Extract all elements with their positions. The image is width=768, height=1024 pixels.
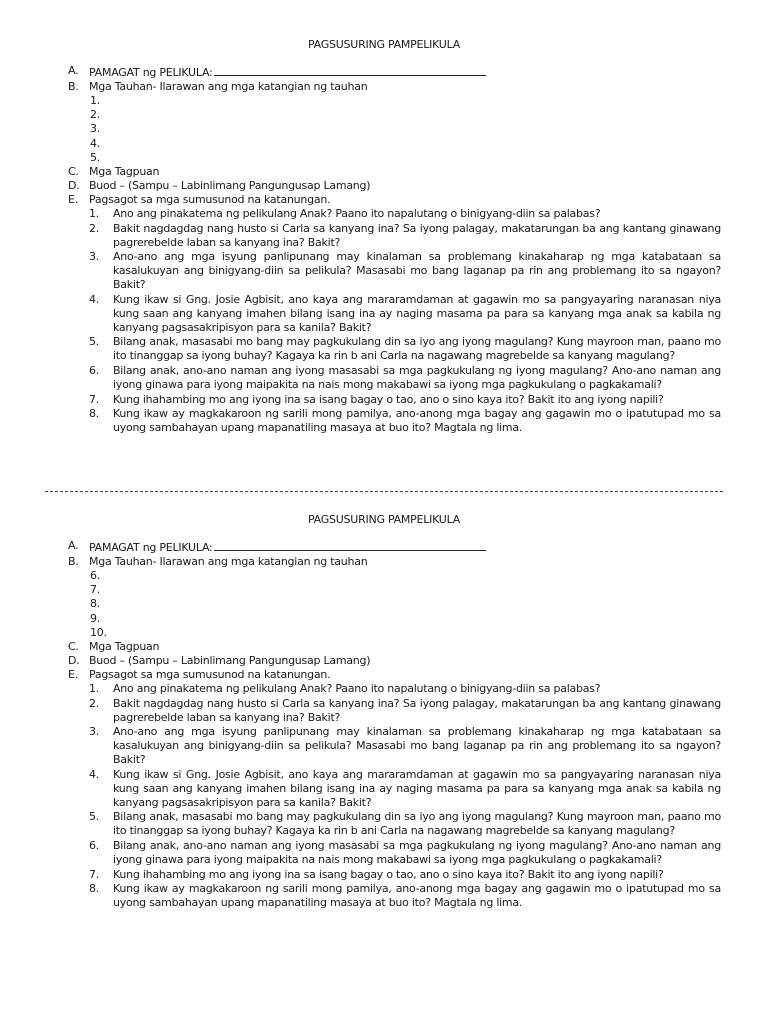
section-letter: B. <box>68 555 79 568</box>
question-item <box>89 250 721 292</box>
section-label: Pagsagot sa mga sumusunod na katanungan. <box>89 667 331 681</box>
question-item <box>89 221 721 250</box>
title-answer-line[interactable] <box>214 64 486 76</box>
question-number: 1. <box>89 206 99 220</box>
question-item <box>89 725 721 767</box>
question-text: Ano ang pinakatema ng pelikulang Anak? Paano ito napalutang o binigyang-diin sa palabas? <box>113 681 601 695</box>
character-item: 7. <box>90 583 100 597</box>
section-label: Mga Tagpuan <box>89 639 160 653</box>
character-item: 2. <box>90 108 100 122</box>
character-item: 4. <box>90 136 100 150</box>
question-text: Kung ihahambing mo ang iyong ina sa isang bagay o tao, ano o sino kaya ito? Bakit ito ang iyong napili? <box>113 867 664 881</box>
section-b <box>0 555 768 569</box>
question-item <box>89 867 721 882</box>
character-item: 10. <box>90 625 107 639</box>
question-item <box>89 696 721 725</box>
question-item <box>89 681 721 696</box>
question-item <box>89 292 721 335</box>
character-item: 3. <box>90 122 100 136</box>
question-text: Kung ikaw si Gng. Josie Agbisit, ano kaya ang mararamdaman at gagawin mo sa pangyayaring naranasan niya kung saan ang kanyang imahen bilang isang ina ay naging masama pa para sa kanyang mga anak sa kabila ng kanyang pagsasakripisyon para sa kanila? Bakit? <box>113 767 721 809</box>
section-label: Mga Tauhan- Ilarawan ang mga katangian ng tauhan <box>89 80 368 93</box>
question-item <box>89 206 721 221</box>
question-number: 7. <box>89 392 99 406</box>
question-text: Ano-ano ang mga isyung panlipunang may kinalaman sa problemang kinakaharap ng mga katabataan sa kasalukuyan ang binigyang-diin sa pelikula? Masasabi mo bang laganap pa rin ang problemang ito sa ngayon? Bakit? <box>113 250 721 292</box>
question-number: 5. <box>89 335 99 349</box>
question-number: 8. <box>89 407 99 421</box>
question-text: Ano-ano ang mga isyung panlipunang may kinalaman sa problemang kinakaharap ng mga katabataan sa kasalukuyan ang binigyang-diin sa pelikula? Masasabi mo bang laganap pa rin ang problemang ito sa ngayon? Bakit? <box>113 725 721 767</box>
question-text: Bakit nagdagdag nang husto si Carla sa kanyang ina? Sa iyong palagay, makatarungan ba ang kantang ginawang pagrerebelde laban sa kanyang ina? Bakit? <box>113 696 721 724</box>
worksheet-1 <box>0 38 768 435</box>
character-item: 8. <box>90 597 100 611</box>
section-letter: E. <box>68 192 78 206</box>
question-number: 4. <box>89 767 99 781</box>
question-number: 3. <box>89 725 99 739</box>
section-label: PAMAGAT ng PELIKULA: <box>89 66 213 79</box>
title-answer-line[interactable] <box>214 539 486 551</box>
section-label: PAMAGAT ng PELIKULA: <box>89 541 213 554</box>
question-number: 8. <box>89 882 99 896</box>
section-letter: C. <box>68 164 79 178</box>
section-letter: C. <box>68 639 79 653</box>
question-text: Ano ang pinakatema ng pelikulang Anak? Paano ito napalutang o binigyang-diin sa palabas? <box>113 206 601 220</box>
question-text: Kung ikaw ay magkakaroon ng sarili mong pamilya, ano-anong mga bagay ang gagawin mo o ipatutupad mo sa uyong sambahayan upang mapanatiling masaya at buo ito? Magtala ng lima. <box>113 882 721 910</box>
section-d <box>0 179 768 193</box>
question-text: Bilang anak, ano-ano naman ang iyong masasabi sa mga pagkukulang ng iyong magulang? Ano-ano naman ang iyong ginawa para iyong maipakita na nais mong makabawi sa iyong mga pagkukulang o pagkakamali? <box>113 363 721 391</box>
section-label: Buod – (Sampu – Labinlimang Pangungusap Lamang) <box>89 653 371 667</box>
section-letter: E. <box>68 667 78 681</box>
question-text: Bilang anak, ano-ano naman ang iyong masasabi sa mga pagkukulang ng iyong magulang? Ano-ano naman ang iyong ginawa para iyong maipakita na nais mong makabawi sa iyong mga pagkukulang o pagkakamali? <box>113 838 721 866</box>
question-item <box>89 335 721 363</box>
question-number: 1. <box>89 681 99 695</box>
section-label: Mga Tauhan- Ilarawan ang mga katangian ng tauhan <box>89 555 368 568</box>
question-item <box>89 810 721 838</box>
question-item <box>89 363 721 392</box>
section-letter: D. <box>68 178 80 192</box>
question-item <box>89 882 721 910</box>
question-text: Kung ikaw si Gng. Josie Agbisit, ano kaya ang mararamdaman at gagawin mo sa pangyayaring naranasan niya kung saan ang kanyang imahen bilang isang ina ay naging masama pa para sa kanyang mga anak sa kabila ng kanyang pagsasakripisyon para sa kanila? Bakit? <box>113 292 721 334</box>
section-letter: D. <box>68 653 80 667</box>
question-number: 6. <box>89 363 99 377</box>
section-letter: A. <box>68 539 79 552</box>
character-item: 1. <box>90 94 100 107</box>
worksheet-title: PAGSUSURING PAMPELIKULA <box>307 513 460 526</box>
question-text: Bilang anak, masasabi mo bang may pagkukulang din sa iyo ang iyong magulang? Kung mayroon man, paano mo ito tinanggap sa iyong buhay? Kagaya ka rin b ani Carla na nagawang magrebelde sa kanyang magulang? <box>113 810 721 838</box>
question-text: Kung ikaw ay magkakaroon ng sarili mong pamilya, ano-anong mga bagay ang gagawin mo o ipatutupad mo sa uyong sambahayan upang mapanatiling masaya at buo ito? Magtala ng lima. <box>113 407 721 435</box>
question-number: 3. <box>89 250 99 264</box>
section-label: Mga Tagpuan <box>89 164 160 178</box>
question-item <box>89 838 721 867</box>
section-e <box>0 193 768 207</box>
section-d <box>0 654 768 668</box>
section-letter: A. <box>68 64 79 77</box>
section-a <box>0 539 768 555</box>
question-number: 4. <box>89 292 99 306</box>
cut-line-divider <box>45 491 723 492</box>
question-item <box>89 392 721 407</box>
character-item: 9. <box>90 611 100 625</box>
question-number: 2. <box>89 221 99 235</box>
section-letter: B. <box>68 80 79 93</box>
character-item: 6. <box>90 569 100 582</box>
question-number: 7. <box>89 867 99 881</box>
section-label: Pagsagot sa mga sumusunod na katanungan. <box>89 192 331 206</box>
question-item <box>89 407 721 435</box>
section-e <box>0 668 768 682</box>
section-a <box>0 64 768 80</box>
question-number: 5. <box>89 810 99 824</box>
question-number: 6. <box>89 838 99 852</box>
worksheet-2 <box>0 513 768 910</box>
question-item <box>89 767 721 810</box>
question-text: Bilang anak, masasabi mo bang may pagkukulang din sa iyo ang iyong magulang? Kung mayroon man, paano mo ito tinanggap sa iyong buhay? Kagaya ka rin b ani Carla na nagawang magrebelde sa kanyang magulang? <box>113 335 721 363</box>
section-c <box>0 640 768 654</box>
worksheet-title: PAGSUSURING PAMPELIKULA <box>307 38 460 51</box>
question-text: Bakit nagdagdag nang husto si Carla sa kanyang ina? Sa iyong palagay, makatarungan ba ang kantang ginawang pagrerebelde laban sa kanyang ina? Bakit? <box>113 221 721 249</box>
character-item: 5. <box>90 150 100 164</box>
section-c <box>0 165 768 179</box>
section-label: Buod – (Sampu – Labinlimang Pangungusap Lamang) <box>89 178 371 192</box>
question-text: Kung ihahambing mo ang iyong ina sa isang bagay o tao, ano o sino kaya ito? Bakit ito ang iyong napili? <box>113 392 664 406</box>
section-b <box>0 80 768 94</box>
question-number: 2. <box>89 696 99 710</box>
